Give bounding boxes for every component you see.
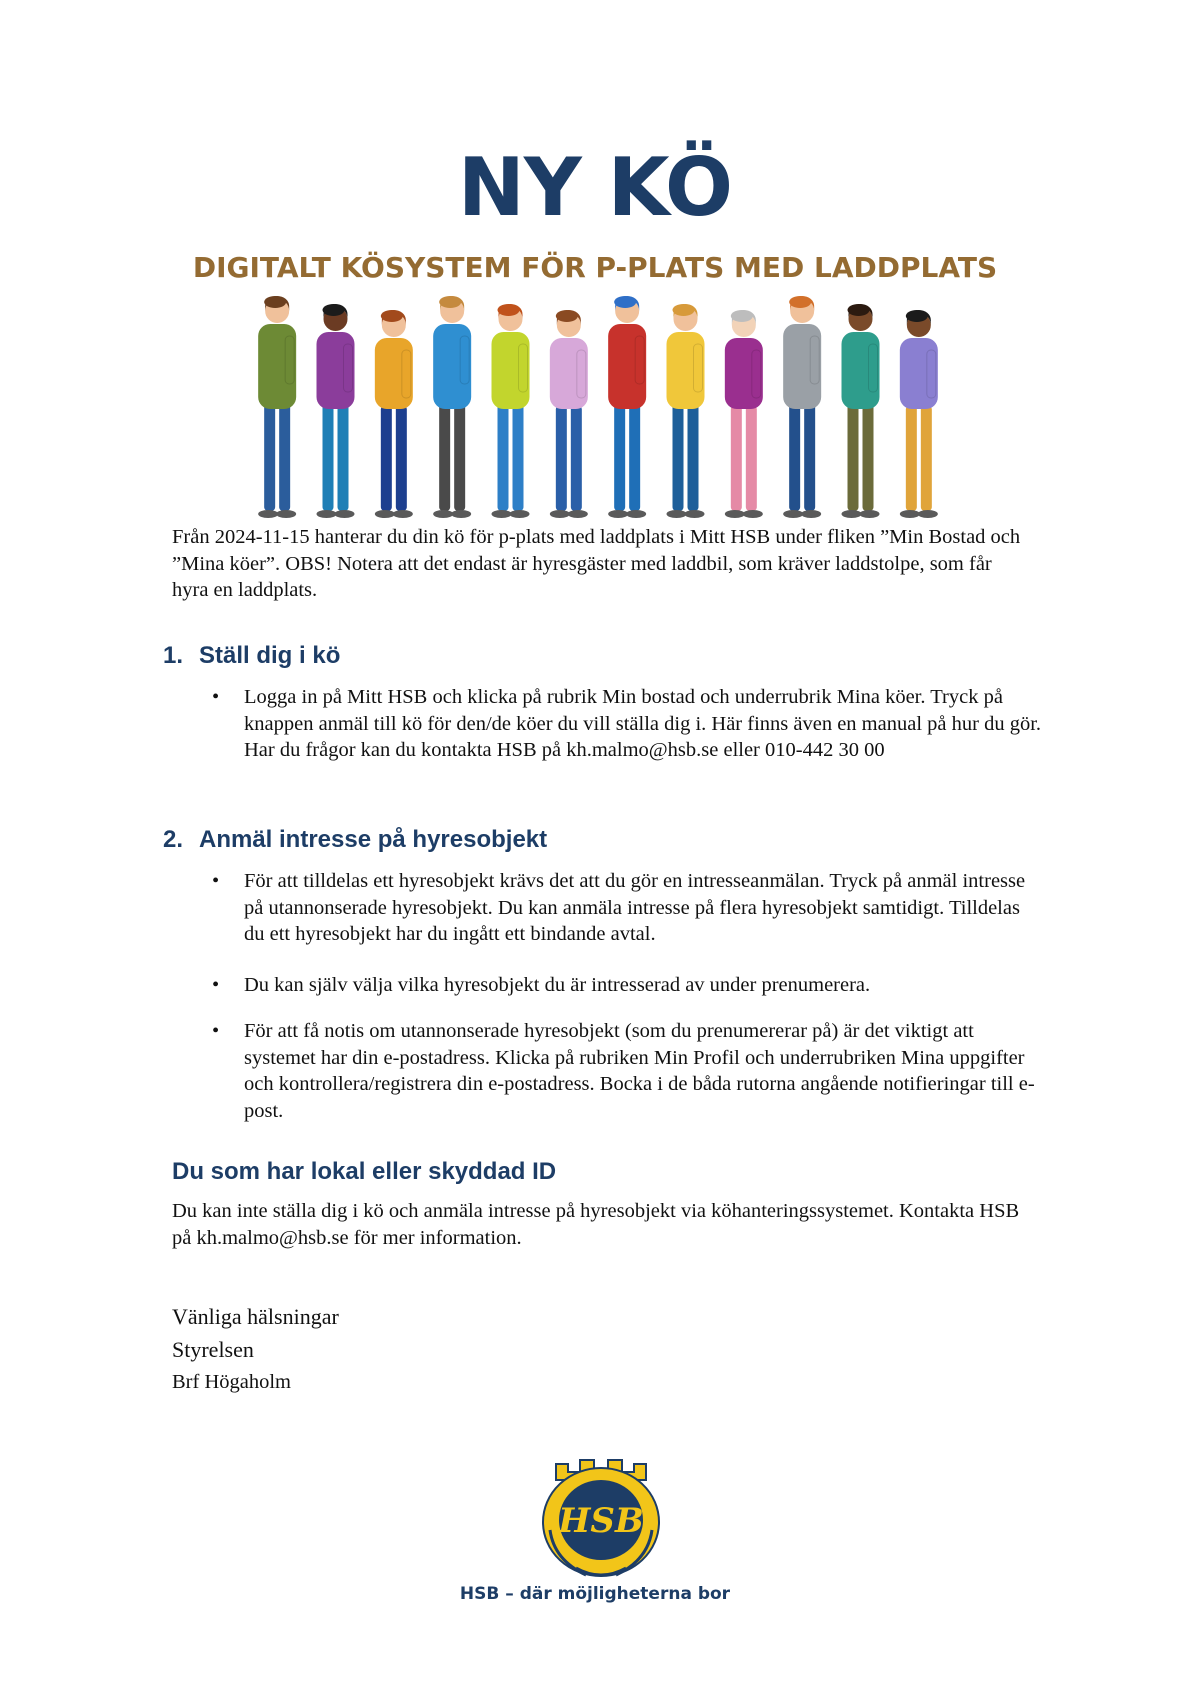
list-item-text: Du kan själv välja vilka hyresobjekt du är intresserad av under prenumerera. [244,974,871,996]
protected-id-heading: Du som har lokal eller skyddad ID [172,1158,557,1185]
bullet-icon: • [212,686,220,708]
section-1-number: 1. [163,642,184,669]
section-1-heading [163,641,340,671]
queue-person [317,304,355,518]
logo-lettering: HSB [558,1501,644,1541]
bullet-icon: • [212,974,220,996]
queue-person [900,310,938,518]
footer-tagline: HSB – där möjligheterna bor [459,1584,731,1604]
protected-id-text: Du kan inte ställa dig i kö och anmäla intresse på hyresobjekt via köhanteringssystemet. Kontakta HSB på kh.malmo@hsb.se för mer information. [172,1200,1020,1249]
section-2-title: Anmäl intresse på hyresobjekt [199,826,548,853]
bullet-icon: • [212,1020,220,1042]
queue-person [258,296,296,518]
queue-person [492,304,530,518]
queue-person [725,310,763,518]
page-title: NY KÖ [457,141,733,234]
organization-name: Brf Högaholm [172,1371,291,1393]
intro-paragraph: Från 2024-11-15 hanterar du din kö för p-plats med laddplats i Mitt HSB under fliken ”Min Bostad och ”Mina köer”. OBS! Notera att det endast är hyresgäster med laddbil, som kräver laddstolpe, som får hyra en laddplats. [172,526,1021,601]
queue-person [375,310,413,518]
queue-person [842,304,880,518]
queue-illustration [248,296,948,521]
list-item-text: För att få notis om utannonserade hyresobjekt (som du prenumererar på) är det viktigt att systemet har din e-postadress. Klicka på rubriken Min Profil och underrubriken Mina uppgifter och kontrollera/registrera din e-postadress. Bocka i de båda rutorna angående notifieringar till e-post. [244,1020,1035,1122]
section-1-title: Ställ dig i kö [199,642,341,669]
queue-person [783,296,821,518]
queue-person [550,310,588,518]
queue-person [433,296,471,518]
queue-person [667,304,705,518]
list-item-text: För att tilldelas ett hyresobjekt krävs det att du gör en intresseanmälan. Tryck på anmäl intresse på utannonserade hyresobjekt. Du kan anmäla intresse på flera hyresobjekt samtidigt. Tilldelas du ett hyresobjekt har du ingått ett bindande avtal. [244,870,1026,945]
list-item-text: Logga in på Mitt HSB och klicka på rubrik Min bostad och underrubrik Mina köer. Tryck på knappen anmäl till kö för den/de köer du vill ställa dig i. Här finns även en manual på hur du gör. Har du frågor kan du kontakta HSB på kh.malmo@hsb.se eller 010-442 30 00 [244,686,1042,761]
bullet-icon: • [212,870,220,892]
hsb-logo-icon [536,1450,666,1585]
closing-signature [172,1300,339,1399]
section-2-heading [163,825,547,855]
greeting: Vänliga hälsningar [172,1304,339,1329]
sender: Styrelsen [172,1337,254,1362]
section-2-number: 2. [163,826,184,853]
page-subtitle: DIGITALT KÖSYSTEM FÖR P-PLATS MED LADDPLATS [192,251,998,284]
queue-person [608,296,646,518]
